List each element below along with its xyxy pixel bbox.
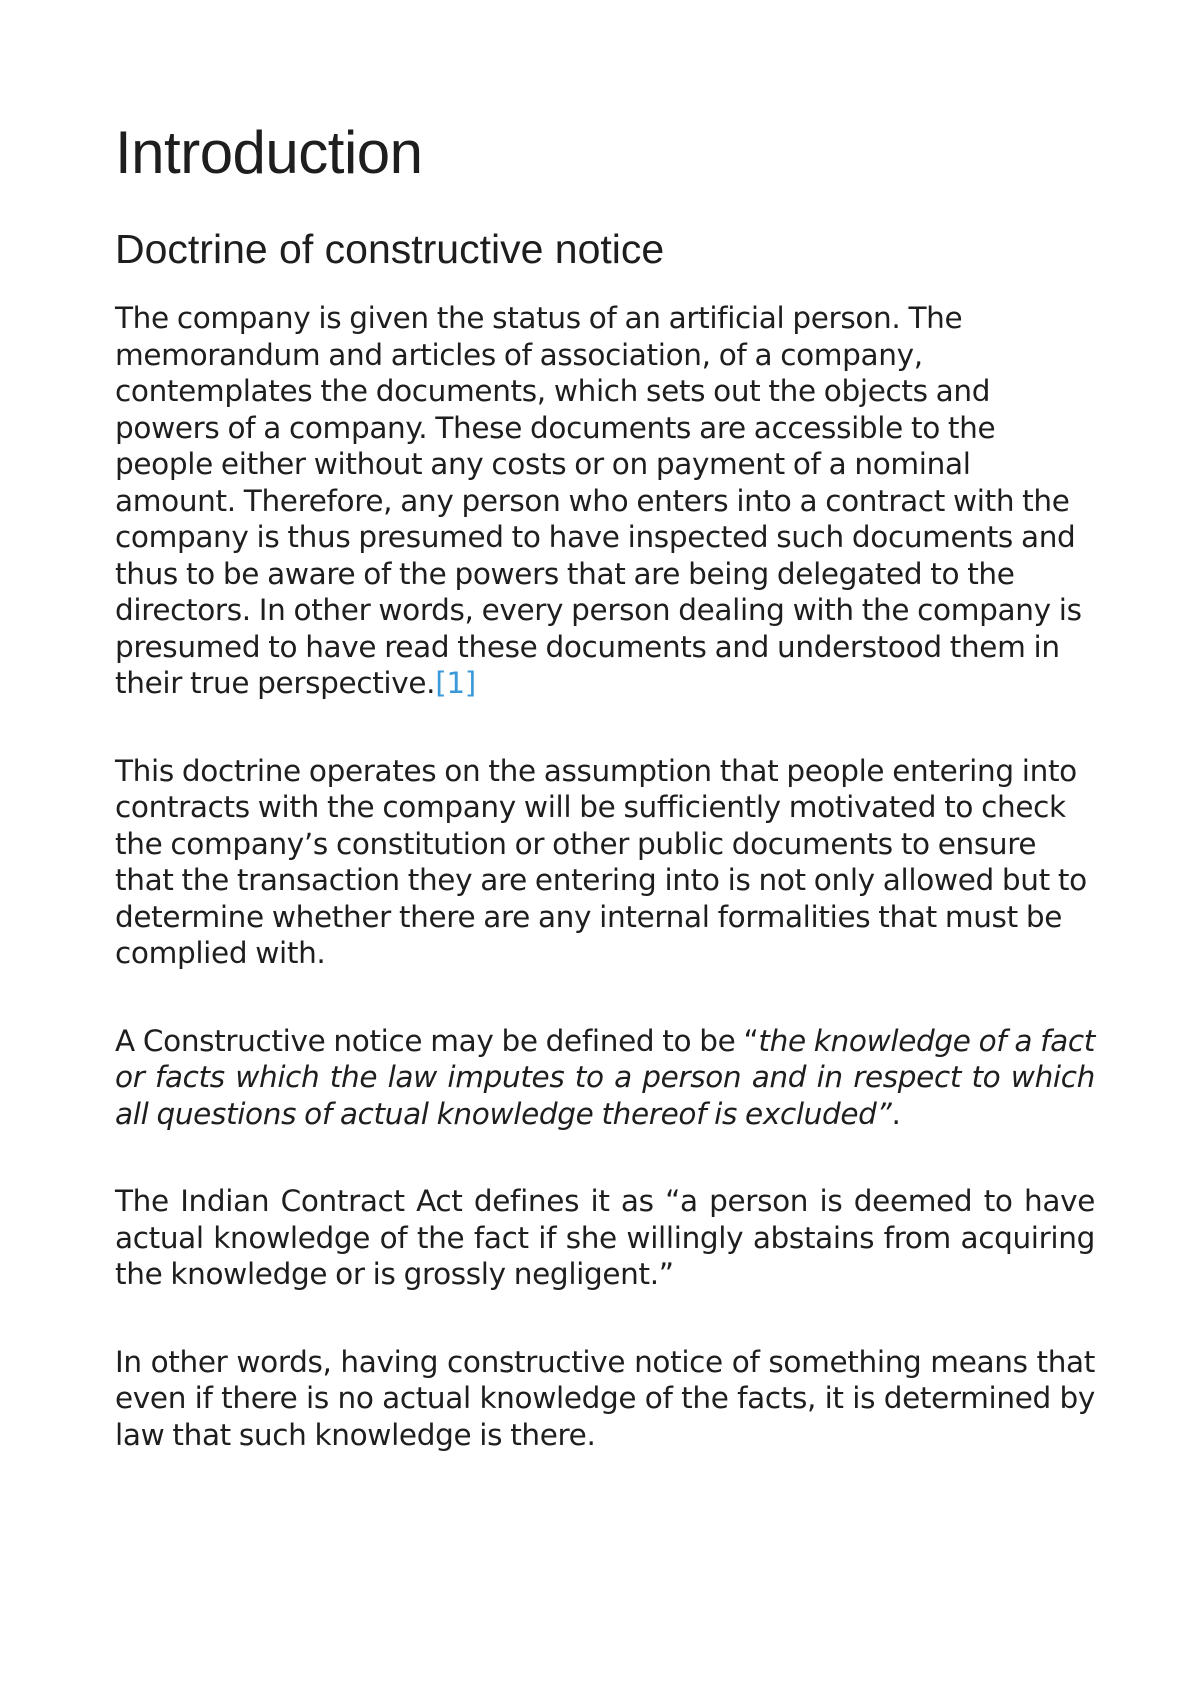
- footnote-link[interactable]: [1]: [435, 666, 476, 700]
- definition-quote: the knowledge of a fact or facts which the law imputes to a person and in respect to which all questions of actual knowledge thereof is excluded”: [115, 1023, 1095, 1131]
- paragraph-text: The company is given the status of an artificial person. The memorandum and articles of association, of a company, contemplates the documents, which sets out the objects and powers of a company. These documents are accessible to the people either without any costs or on payment of a nominal amount. Therefore, any person who enters into a contract with the company is thus presumed to have inspected such documents and thus to be aware of the powers that are being delegated to the directors. In other words, every person dealing with the company is presumed to have read these documents and understood them in their true perspective.: [115, 301, 1082, 700]
- definition-lead: A Constructive notice may be defined to be “: [115, 1023, 759, 1058]
- paragraph-definition: [115, 1023, 1095, 1133]
- paragraph-other-words: In other words, having constructive notice of something means that even if there is no actual knowledge of the facts, it is determined by law that such knowledge is there.: [115, 1344, 1095, 1452]
- paragraph-indian-contract-act: The Indian Contract Act defines it as “a person is deemed to have actual knowledge of the fact if she willingly abstains from acquiring the knowledge or is grossly negligent.”: [115, 1184, 1095, 1291]
- document-page: [115, 118, 1095, 1453]
- paragraph-assumption: This doctrine operates on the assumption that people entering into contracts with the company will be sufficiently motivated to check the company’s constitution or other public documents to ensure that the transaction they are entering into is not only allowed but to determine whether there are any internal formalities that must be complied with.: [115, 753, 1087, 970]
- page-title: Introduction: [115, 119, 423, 186]
- definition-end: .: [891, 1096, 901, 1131]
- paragraph-status-of-company: [115, 300, 1095, 702]
- section-heading: Doctrine of constructive notice: [115, 226, 665, 272]
